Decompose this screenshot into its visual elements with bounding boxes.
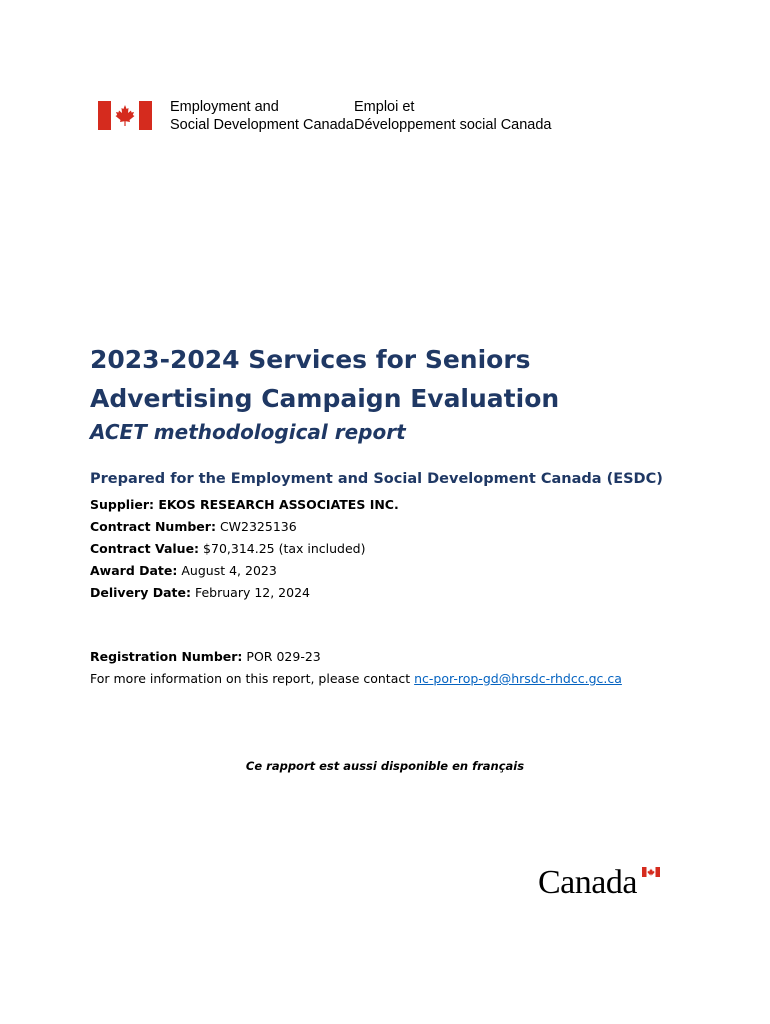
registration-value: POR 029-23 (246, 649, 321, 664)
wordmark-text: Canada (538, 864, 637, 901)
canada-flag-icon (98, 101, 152, 130)
contract-details (90, 494, 399, 604)
dept-fr-line2: Développement social Canada (354, 117, 552, 133)
contract-value-label: Contract Value: (90, 541, 200, 556)
registration-label: Registration Number: (90, 649, 243, 664)
report-title: 2023-2024 Services for Seniors Advertising Campaign Evaluation (90, 345, 560, 413)
contract-number-value: CW2325136 (219, 519, 297, 534)
delivery-date-row (90, 582, 399, 604)
award-date-value: August 4, 2023 (181, 563, 277, 578)
award-date-row (90, 560, 399, 582)
contract-number-row (90, 516, 399, 538)
delivery-date-value: February 12, 2024 (194, 585, 310, 600)
delivery-date-label: Delivery Date: (90, 585, 191, 600)
registration-row (90, 646, 622, 668)
award-date-label: Award Date: (90, 563, 178, 578)
department-name-english (170, 98, 354, 134)
prepared-for: Prepared for the Employment and Social Development Canada (ESDC) (90, 471, 663, 487)
contract-value-row (90, 538, 399, 560)
registration-block (90, 646, 622, 690)
dept-fr-line1: Emploi et (354, 99, 415, 115)
canada-wordmark (538, 862, 668, 902)
department-name-french (354, 98, 552, 134)
contact-text: For more information on this report, please contact (90, 671, 411, 686)
dept-en-line2: Social Development Canada (170, 117, 354, 133)
contact-row (90, 668, 622, 690)
contract-number-label: Contract Number: (90, 519, 216, 534)
wordmark-flag-icon (642, 867, 660, 877)
contract-value: $70,314.25 (tax included) (203, 541, 366, 556)
report-subtitle: ACET methodological report (90, 420, 406, 444)
dept-en-line1: Employment and (170, 99, 279, 115)
supplier: Supplier: EKOS RESEARCH ASSOCIATES INC. (90, 497, 399, 512)
french-availability-note: Ce rapport est aussi disponible en français (245, 759, 525, 773)
contact-email-link[interactable]: nc-por-rop-gd@hrsdc-rhdcc.gc.ca (414, 671, 622, 686)
